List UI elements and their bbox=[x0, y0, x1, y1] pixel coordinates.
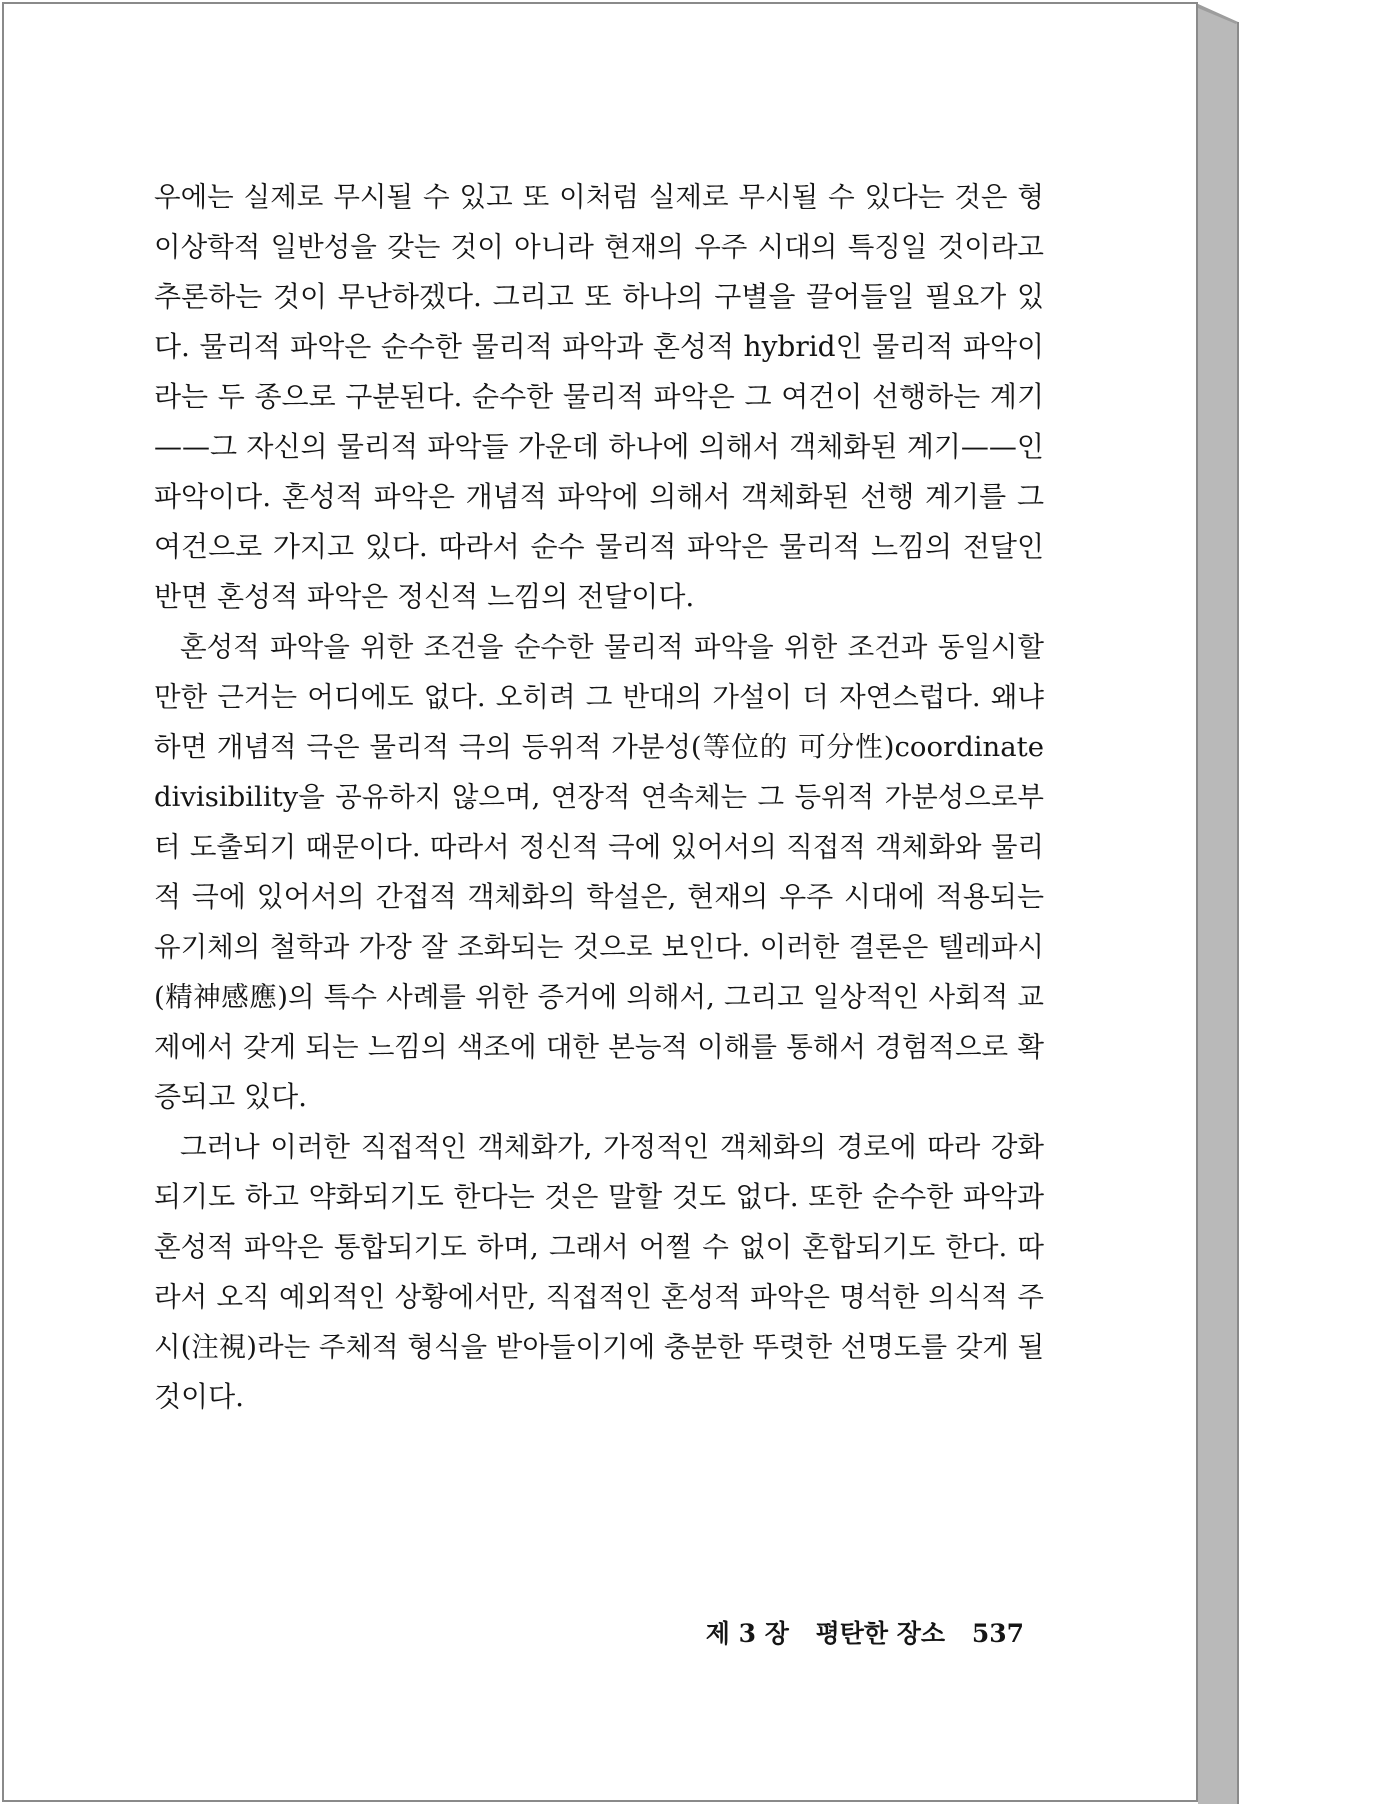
text-line: (精神感應)의 특수 사례를 위한 증거에 의해서, 그리고 일상적인 사회적 교 bbox=[154, 981, 1044, 1013]
text-line: 되기도 하고 약화되기도 한다는 것은 말할 것도 없다. 또한 순수한 파악과 bbox=[154, 1180, 1044, 1213]
body-text bbox=[154, 172, 1044, 1422]
running-footer bbox=[684, 1614, 1024, 1650]
page bbox=[2, 2, 1198, 1802]
chapter-label: 제 3 장 bbox=[705, 1619, 789, 1648]
text-line: ——그 자신의 물리적 파악들 가운데 하나에 의해서 객체화된 계기——인 bbox=[154, 430, 1044, 463]
text-line: 파악이다. 혼성적 파악은 개념적 파악에 의해서 객체화된 선행 계기를 그 bbox=[154, 480, 1044, 513]
page-number: 537 bbox=[971, 1619, 1024, 1648]
text-line: 다. 물리적 파악은 순수한 물리적 파악과 혼성적 hybrid인 물리적 파악이 bbox=[154, 330, 1044, 363]
text-line: 하면 개념적 극은 물리적 극의 등위적 가분성(等位的 可分性)coordinate bbox=[154, 731, 1044, 763]
text-line: 이상학적 일반성을 갖는 것이 아니라 현재의 우주 시대의 특징일 것이라고 bbox=[154, 231, 1044, 263]
paragraph-start-line: 그러나 이러한 직접적인 객체화가, 가정적인 객체화의 경로에 따라 강화 bbox=[180, 1131, 1044, 1163]
text-line: 터 도출되기 때문이다. 따라서 정신적 극에 있어서의 직접적 객체화와 물리 bbox=[154, 831, 1044, 863]
text-line: divisibility을 공유하지 않으며, 연장적 연속체는 그 등위적 가분성으로부 bbox=[154, 781, 1044, 813]
text-line: 여건으로 가지고 있다. 따라서 순수 물리적 파악은 물리적 느낌의 전달인 bbox=[154, 530, 1044, 563]
text-line: 유기체의 철학과 가장 잘 조화되는 것으로 보인다. 이러한 결론은 텔레파시 bbox=[154, 931, 1044, 963]
text-line: 적 극에 있어서의 간접적 객체화의 학설은, 현재의 우주 시대에 적용되는 bbox=[154, 880, 1044, 913]
text-line: 라는 두 종으로 구분된다. 순수한 물리적 파악은 그 여건이 선행하는 계기 bbox=[154, 380, 1044, 413]
text-line: 혼성적 파악은 통합되기도 하며, 그래서 어쩔 수 없이 혼합되기도 한다. 따 bbox=[154, 1231, 1044, 1263]
text-line: 추론하는 것이 무난하겠다. 그리고 또 하나의 구별을 끌어들일 필요가 있 bbox=[154, 280, 1044, 313]
text-line: 라서 오직 예외적인 상황에서만, 직접적인 혼성적 파악은 명석한 의식적 주 bbox=[154, 1281, 1044, 1313]
text-line: 만한 근거는 어디에도 없다. 오히려 그 반대의 가설이 더 자연스럽다. 왜냐 bbox=[154, 681, 1044, 713]
text-line: 시(注視)라는 주체적 형식을 받아들이기에 충분한 뚜렷한 선명도를 갖게 될 bbox=[154, 1331, 1045, 1363]
section-title: 평탄한 장소 bbox=[815, 1619, 946, 1648]
text-line: 반면 혼성적 파악은 정신적 느낌의 전달이다. bbox=[154, 580, 695, 613]
paragraph-start-line: 혼성적 파악을 위한 조건을 순수한 물리적 파악을 위한 조건과 동일시할 bbox=[180, 631, 1044, 663]
text-line: 제에서 갖게 되는 느낌의 색조에 대한 본능적 이해를 통해서 경험적으로 확 bbox=[154, 1031, 1044, 1063]
text-line: 우에는 실제로 무시될 수 있고 또 이처럼 실제로 무시될 수 있다는 것은 형 bbox=[154, 181, 1044, 213]
text-line: 것이다. bbox=[154, 1380, 245, 1413]
text-line: 증되고 있다. bbox=[154, 1080, 308, 1113]
